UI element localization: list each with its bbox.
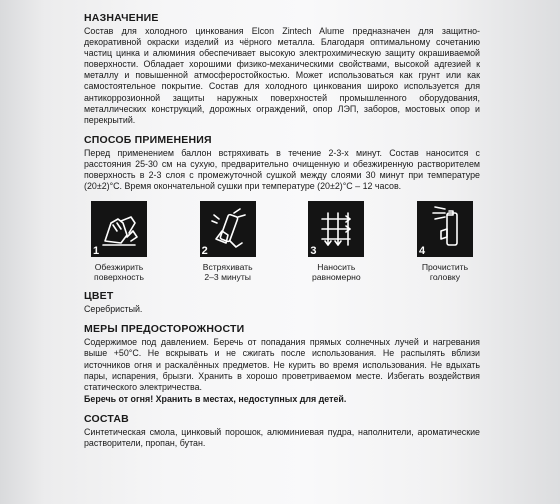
application-text: Перед применением баллон встряхивать в течение 2-3-х минут. Состав наносится с расстояния 25-30 см на сухую, предварительно очищенную и обезжиренную растворителем поверхность в 2-3 слоя с промежуточной сушкой между слоями 30 минут при температуре (20±2)°С. Время окончательной сушки при температуре (20±2)°С – 12 часов. <box>84 147 480 192</box>
color-heading: ЦВЕТ <box>84 290 114 303</box>
composition-text: Синтетическая смола, цинковый порошок, алюминиевая пудра, наполнители, ароматические растворители, пропан, бутан. <box>84 426 480 448</box>
step-3-caption-line1: Наносить <box>317 262 356 273</box>
shake-can-icon <box>200 201 256 257</box>
step-1 <box>84 201 154 282</box>
composition-heading: СОСТАВ <box>84 412 129 425</box>
step-4-caption <box>422 262 468 282</box>
precautions-text: Содержимое под давлением. Беречь от попадания прямых солнечных лучей и нагревания выше +50°С. Не вскрывать и не сжигать после использования. Не распылять вблизи источников огня и раскалённых предметов. Не курить во время использования. Не вдыхать пары, испарения, брызги. Хранить в хорошо проветриваемом месте. Избегать воздействия статического электричества. <box>84 337 480 392</box>
step-1-caption <box>94 262 144 282</box>
crosshatch-spray-icon <box>308 201 364 257</box>
application-heading: СПОСОБ ПРИМЕНЕНИЯ <box>84 133 212 146</box>
precautions-warning: Беречь от огня! Хранить в местах, недоступных для детей. <box>84 393 347 404</box>
step-3-number: 3 <box>310 245 317 258</box>
step-1-caption-line2: поверхность <box>94 272 144 283</box>
step-2-caption-line2: 2–3 минуты <box>204 272 251 283</box>
step-2-caption-line1: Встряхивать <box>202 262 253 273</box>
step-3-caption-line2: равномерно <box>311 272 361 283</box>
steps-row <box>84 201 480 282</box>
purpose-text: Состав для холодного цинкования Elcon Zintech Alume предназначен для защитно-декоративной окраски изделий из чёрного металла. Благодаря оптимальному сочетанию частиц цинка и алюминия обеспечивает высокую электрохимическую защиту окрашиваемой поверхности. Обладает хорошими физико-механическими свойствами, высокой адгезией к металлу и повышенной атмосферостойкостью. Может использоваться как грунт или как самостоятельное покрытие. Состав для холодного цинкования широко используется для антикоррозионной защиты наружных поверхностей промышленного оборудования, металлических конструкций, дорожных ограждений, опор ЛЭП, заборов, мостовых опор и перекрытий. <box>84 26 480 125</box>
clean-nozzle-icon <box>417 201 473 257</box>
step-4 <box>410 201 480 282</box>
step-4-number: 4 <box>418 245 426 258</box>
purpose-heading: НАЗНАЧЕНИЕ <box>84 12 159 24</box>
step-4-caption-line1: Прочистить <box>421 262 469 273</box>
step-1-caption-line1: Обезжирить <box>94 262 144 273</box>
color-text: Серебристый. <box>84 304 143 315</box>
step-4-caption-line2: головку <box>429 272 461 283</box>
step-2-caption <box>203 262 253 282</box>
label-document <box>84 12 480 449</box>
degrease-hands-icon <box>91 201 147 257</box>
step-2 <box>193 201 263 282</box>
step-1-number: 1 <box>93 245 100 258</box>
step-2-number: 2 <box>201 245 208 258</box>
step-3 <box>301 201 371 282</box>
precautions-heading: МЕРЫ ПРЕДОСТОРОЖНОСТИ <box>84 323 245 336</box>
step-3-caption <box>312 262 361 282</box>
